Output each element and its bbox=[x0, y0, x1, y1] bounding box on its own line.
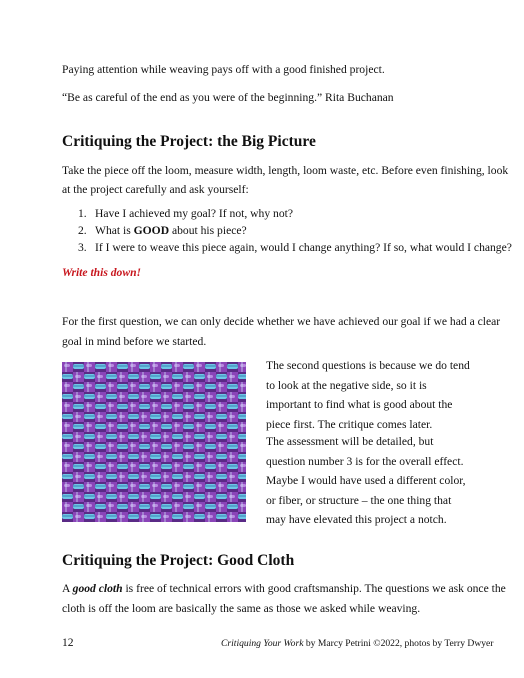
list-text: Have I achieved my goal? If not, why not? bbox=[95, 207, 293, 220]
list-text-pre: What is bbox=[95, 224, 134, 237]
good-cloth-post: is free of technical errors with good craftsmanship. The questions we ask once the bbox=[122, 582, 506, 595]
good-cloth-line-2: cloth is off the loom are basically the same as those we asked while weaving. bbox=[62, 602, 421, 615]
right-column-paragraph-1: The second questions is because we do tend to look at the negative side, so it is important to find what is good about the piece first. The critique comes later. bbox=[266, 359, 470, 431]
intro-paragraph-line-2: at the project carefully and ask yourself: bbox=[62, 183, 249, 196]
list-text-strong: GOOD bbox=[133, 224, 170, 237]
list-item-3 bbox=[78, 241, 512, 255]
section-heading-good-cloth: Critiquing the Project: Good Cloth bbox=[62, 552, 295, 569]
first-question-line-2: goal in mind before we started. bbox=[62, 335, 207, 348]
list-item-2 bbox=[78, 224, 498, 238]
quote-line: “Be as careful of the end as you were of the beginning.” Rita Buchanan bbox=[62, 91, 394, 104]
first-question-line-1: For the first question, we can only decide whether we have achieved our goal if we had a clear bbox=[62, 315, 501, 328]
list-text bbox=[95, 224, 247, 238]
good-cloth-pre: A bbox=[62, 582, 73, 595]
intro-paragraph-line-1: Take the piece off the loom, measure width, length, loom waste, etc. Before even finishing, look bbox=[62, 164, 509, 177]
list-text-post: about his piece? bbox=[169, 224, 247, 237]
list-number: 2. bbox=[78, 224, 87, 237]
footer-credit-text: by Marcy Petrini ©2022, photos by Terry Dwyer bbox=[303, 638, 494, 649]
list-number: 1. bbox=[78, 207, 87, 220]
footer-credit bbox=[221, 638, 494, 649]
weave-image-svg bbox=[62, 362, 246, 522]
woven-fabric-photo bbox=[62, 362, 246, 522]
good-cloth-term: good cloth bbox=[72, 582, 123, 595]
section-heading-big-picture: Critiquing the Project: the Big Picture bbox=[62, 133, 316, 150]
page-number: 12 bbox=[62, 636, 74, 649]
footer-title: Critiquing Your Work bbox=[221, 638, 304, 649]
right-column-paragraph-2: The assessment will be detailed, but question number 3 is for the overall effect. Maybe I would have used a different color, or fiber, or structure – the one thing that may have elevated this project a notch. bbox=[266, 435, 466, 527]
good-cloth-line-1 bbox=[62, 582, 506, 596]
write-this-down-note: Write this down! bbox=[62, 266, 142, 279]
list-item-1 bbox=[78, 207, 498, 221]
intro-line: Paying attention while weaving pays off with a good finished project. bbox=[62, 63, 385, 76]
list-number: 3. bbox=[78, 241, 87, 254]
list-text: If I were to weave this piece again, would I change anything? If so, what would I change? bbox=[95, 241, 512, 254]
